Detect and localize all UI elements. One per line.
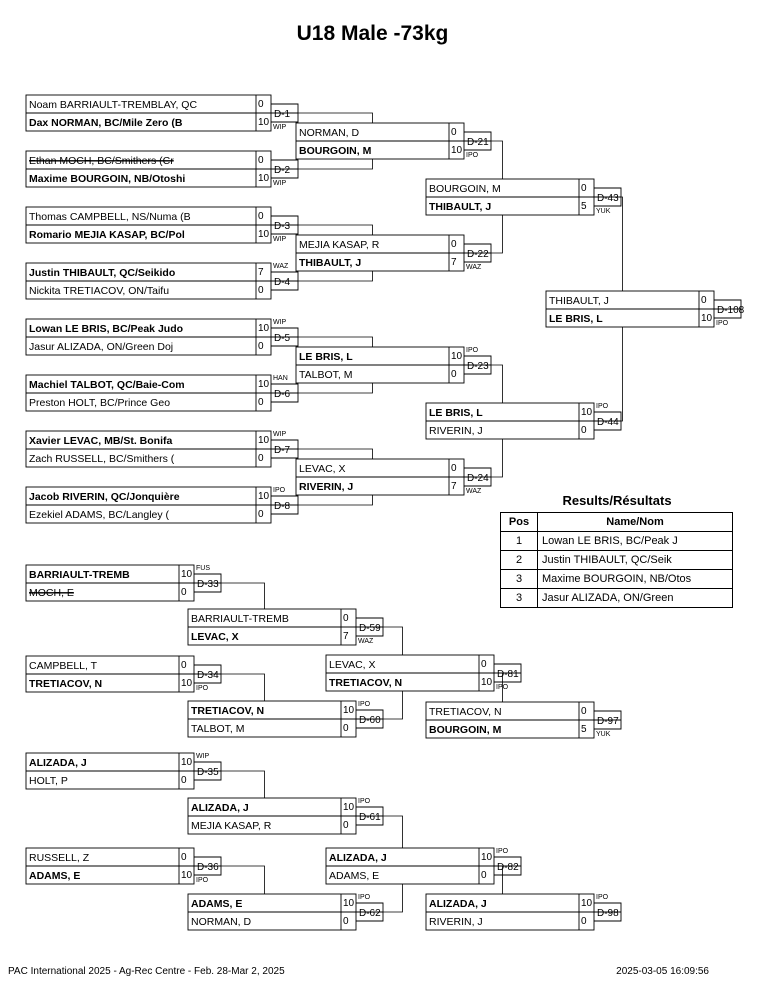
results-header-row: [501, 513, 733, 532]
competitor-name: RUSSELL, Z: [29, 852, 90, 864]
match-d-4: [26, 263, 298, 299]
match-id: D-44: [597, 417, 619, 428]
match-d-82: [326, 848, 521, 884]
competitor-score: 0: [258, 155, 264, 166]
match-d-2: [26, 151, 298, 187]
win-code: IPO: [596, 403, 609, 410]
competitor-score: 7: [258, 267, 264, 278]
competitor-name: TRETIACOV, N: [329, 677, 403, 689]
win-code: YUK: [596, 208, 611, 215]
win-code: WAZ: [466, 488, 482, 495]
connector-line: [383, 691, 403, 719]
competitor-name: ALIZADA, J: [29, 757, 87, 769]
competitor-score: 10: [258, 323, 270, 334]
competitor-name: CAMPBELL, T: [29, 660, 98, 672]
competitor-score: 0: [481, 659, 487, 670]
match-d-44: [426, 403, 621, 439]
match-id: D-35: [197, 767, 219, 778]
competitor-name: MOCH, E: [29, 587, 74, 599]
match-d-33: [26, 565, 221, 601]
match-id: D-7: [274, 445, 291, 456]
win-code: IPO: [196, 685, 209, 692]
competitor-name: Ethan MOCH, BC/Smithers (Cr: [29, 155, 174, 167]
competitor-name: NORMAN, D: [191, 916, 252, 928]
competitor-score: 0: [451, 369, 457, 380]
competitor-score: 10: [258, 435, 270, 446]
match-id: D-36: [197, 862, 219, 873]
competitor-name: RIVERIN, J: [429, 916, 483, 928]
match-d-60: [188, 701, 383, 737]
competitor-score: 0: [581, 916, 587, 927]
win-code: YUK: [596, 731, 611, 738]
win-code: IPO: [358, 798, 371, 805]
competitor-score: 0: [581, 425, 587, 436]
competitor-score: 0: [343, 916, 349, 927]
win-code: WIP: [196, 753, 210, 760]
match-id: D-108: [717, 305, 745, 316]
match-d-8: [26, 487, 298, 523]
competitor-score: 0: [258, 211, 264, 222]
win-code: IPO: [358, 894, 371, 901]
competitor-name: Nickita TRETIACOV, ON/Taifu: [29, 285, 170, 297]
competitor-score: 0: [701, 295, 707, 306]
competitor-name: THIBAULT, J: [429, 201, 492, 213]
match-d-98: [426, 894, 621, 930]
results-header-pos: Pos: [501, 513, 538, 532]
win-code: IPO: [716, 320, 729, 327]
competitor-score: 10: [181, 678, 193, 689]
competitor-score: 10: [258, 117, 270, 128]
result-pos: 2: [501, 551, 538, 570]
competitor-name: Thomas CAMPBELL, NS/Numa (B: [29, 211, 191, 223]
competitor-name: Preston HOLT, BC/Prince Geo: [29, 397, 171, 409]
connector-line: [298, 113, 373, 123]
competitor-score: 5: [581, 201, 587, 212]
match-id: D-5: [274, 333, 291, 344]
match-d-59: [188, 609, 383, 645]
competitor-score: 10: [701, 313, 713, 324]
match-d-21: [296, 123, 491, 159]
competitor-name: Noam BARRIAULT-TREMBLAY, QC: [29, 99, 198, 111]
competitor-name: ALIZADA, J: [329, 852, 387, 864]
win-code: WAZ: [466, 264, 482, 271]
competitor-name: Jacob RIVERIN, QC/Jonquière: [29, 491, 180, 503]
competitor-score: 10: [343, 898, 355, 909]
page-title: U18 Male -73kg: [296, 22, 449, 45]
connector-line: [221, 583, 265, 609]
result-name: Justin THIBAULT, QC/Seik: [538, 551, 733, 570]
match-d-3: [26, 207, 298, 243]
competitor-name: LEVAC, X: [191, 631, 239, 643]
connector-line: [298, 271, 373, 281]
competitor-score: 0: [451, 463, 457, 474]
connector-line: [298, 383, 373, 393]
competitor-name: BOURGOIN, M: [299, 145, 372, 157]
match-id: D-61: [359, 812, 381, 823]
match-id: D-8: [274, 501, 291, 512]
competitor-name: Maxime BOURGOIN, NB/Otoshi: [29, 173, 186, 185]
connector-line: [221, 866, 265, 894]
competitor-score: 10: [451, 145, 463, 156]
result-name: Jasur ALIZADA, ON/Green: [538, 589, 733, 608]
win-code: WIP: [273, 124, 287, 131]
win-code: IPO: [596, 894, 609, 901]
competitor-name: Justin THIBAULT, QC/Seikido: [29, 267, 176, 279]
competitor-name: ADAMS, E: [191, 898, 243, 910]
connector-line: [298, 159, 373, 169]
win-code: IPO: [358, 701, 371, 708]
competitor-name: Zach RUSSELL, BC/Smithers (: [29, 453, 175, 465]
footer-timestamp: 2025-03-05 16:09:56: [616, 966, 709, 977]
table-row: [501, 532, 733, 551]
competitor-score: 10: [343, 705, 355, 716]
match-id: D-62: [359, 908, 381, 919]
competitor-name: Romario MEJIA KASAP, BC/Pol: [29, 229, 185, 241]
connector-line: [298, 337, 373, 347]
match-d-97: [426, 702, 621, 738]
competitor-score: 0: [258, 285, 264, 296]
competitor-name: THIBAULT, J: [549, 295, 609, 307]
table-row: [501, 589, 733, 608]
connector-line: [621, 197, 623, 291]
match-id: D-60: [359, 715, 381, 726]
competitor-name: TRETIACOV, N: [29, 678, 103, 690]
win-code: IPO: [273, 487, 286, 494]
competitor-name: LE BRIS, L: [299, 351, 353, 363]
win-code: HAN: [273, 375, 288, 382]
match-d-1: [26, 95, 298, 131]
competitor-name: HOLT, P: [29, 775, 68, 787]
competitor-name: LE BRIS, L: [429, 407, 483, 419]
competitor-score: 0: [343, 613, 349, 624]
match-d-22: [296, 235, 491, 271]
results-header-name: Name/Nom: [538, 513, 733, 532]
match-d-62: [188, 894, 383, 930]
competitor-name: Dax NORMAN, BC/Mile Zero (B: [29, 117, 183, 129]
win-code: IPO: [466, 347, 479, 354]
results-table: [500, 512, 733, 608]
competitor-score: 10: [451, 351, 463, 362]
competitor-score: 10: [181, 870, 193, 881]
footer-event: PAC International 2025 - Ag-Rec Centre - Feb. 28-Mar 2, 2025: [8, 966, 285, 977]
match-id: D-4: [274, 277, 291, 288]
match-d-34: [26, 656, 221, 692]
match-id: D-6: [274, 389, 291, 400]
competitor-score: 0: [258, 509, 264, 520]
connector-line: [383, 627, 403, 655]
match-d-23: [296, 347, 491, 383]
match-d-36: [26, 848, 221, 884]
connector-line: [298, 449, 373, 459]
competitor-name: BOURGOIN, M: [429, 183, 501, 195]
competitor-score: 0: [451, 239, 457, 250]
connector-line: [491, 439, 503, 477]
result-pos: 3: [501, 570, 538, 589]
competitor-score: 0: [581, 183, 587, 194]
result-name: Maxime BOURGOIN, NB/Otos: [538, 570, 733, 589]
win-code: WIP: [273, 431, 287, 438]
competitor-score: 0: [181, 660, 187, 671]
competitor-score: 0: [481, 870, 487, 881]
competitor-score: 0: [451, 127, 457, 138]
competitor-name: MEJIA KASAP, R: [191, 820, 272, 832]
competitor-score: 10: [581, 898, 593, 909]
connector-line: [221, 771, 265, 798]
competitor-score: 7: [451, 257, 457, 268]
competitor-score: 10: [481, 852, 493, 863]
win-code: IPO: [466, 152, 479, 159]
competitor-name: LEVAC, X: [299, 463, 346, 475]
match-id: D-43: [597, 193, 619, 204]
match-id: D-81: [497, 669, 519, 680]
competitor-score: 10: [258, 379, 270, 390]
competitor-score: 10: [481, 677, 493, 688]
connector-line: [298, 225, 373, 235]
match-d-43: [426, 179, 621, 215]
competitor-score: 0: [581, 706, 587, 717]
match-id: D-21: [467, 137, 489, 148]
match-id: D-98: [597, 908, 619, 919]
competitor-name: LE BRIS, L: [549, 313, 603, 325]
competitor-score: 10: [181, 757, 193, 768]
competitor-score: 0: [181, 775, 187, 786]
results-title: Results/Résultats: [562, 493, 672, 508]
match-d-7: [26, 431, 298, 467]
win-code: IPO: [196, 877, 209, 884]
competitor-name: TALBOT, M: [299, 369, 353, 381]
competitor-name: Machiel TALBOT, QC/Baie-Com: [29, 379, 185, 391]
result-pos: 1: [501, 532, 538, 551]
connector-line: [383, 816, 403, 848]
competitor-name: ALIZADA, J: [191, 802, 249, 814]
competitor-name: BOURGOIN, M: [429, 724, 502, 736]
competitor-name: RIVERIN, J: [429, 425, 483, 437]
match-id: D-33: [197, 579, 219, 590]
competitor-score: 0: [343, 723, 349, 734]
match-id: D-2: [274, 165, 291, 176]
competitor-name: LEVAC, X: [329, 659, 376, 671]
result-name: Lowan LE BRIS, BC/Peak J: [538, 532, 733, 551]
win-code: WIP: [273, 180, 287, 187]
competitor-name: Ezekiel ADAMS, BC/Langley (: [29, 509, 170, 521]
competitor-score: 0: [258, 99, 264, 110]
table-row: [501, 570, 733, 589]
match-id: D-1: [274, 109, 291, 120]
competitor-score: 0: [258, 453, 264, 464]
match-id: D-34: [197, 670, 219, 681]
competitor-name: TALBOT, M: [191, 723, 245, 735]
competitor-name: BARRIAULT-TREMB: [29, 569, 130, 581]
competitor-score: 10: [343, 802, 355, 813]
competitor-name: ALIZADA, J: [429, 898, 487, 910]
match-id: D-23: [467, 361, 489, 372]
match-d-5: [26, 319, 298, 355]
competitor-name: NORMAN, D: [299, 127, 360, 139]
match-id: D-97: [597, 716, 619, 727]
competitor-name: Xavier LEVAC, MB/St. Bonifa: [29, 435, 173, 447]
competitor-score: 0: [343, 820, 349, 831]
competitor-name: Jasur ALIZADA, ON/Green Doj: [29, 341, 174, 353]
win-code: IPO: [496, 684, 509, 691]
match-d-35: [26, 753, 221, 789]
competitor-name: BARRIAULT-TREMB: [191, 613, 289, 625]
result-pos: 3: [501, 589, 538, 608]
competitor-score: 7: [451, 481, 457, 492]
competitor-name: MEJIA KASAP, R: [299, 239, 380, 251]
competitor-name: ADAMS, E: [329, 870, 380, 882]
competitor-score: 7: [343, 631, 349, 642]
match-d-6: [26, 375, 298, 411]
competitor-score: 10: [258, 491, 270, 502]
match-d-24: [296, 459, 491, 495]
win-code: WIP: [273, 319, 287, 326]
connector-line: [383, 884, 403, 912]
competitor-name: Lowan LE BRIS, BC/Peak Judo: [29, 323, 184, 335]
competitor-score: 10: [181, 569, 193, 580]
match-id: D-82: [497, 862, 519, 873]
table-row: [501, 551, 733, 570]
win-code: WAZ: [358, 638, 374, 645]
competitor-score: 5: [581, 724, 587, 735]
win-code: IPO: [496, 848, 509, 855]
competitor-score: 10: [258, 229, 270, 240]
competitor-name: RIVERIN, J: [299, 481, 354, 493]
match-id: D-59: [359, 623, 381, 634]
connector-line: [491, 365, 503, 403]
competitor-name: THIBAULT, J: [299, 257, 362, 269]
competitor-score: 0: [181, 587, 187, 598]
win-code: WIP: [273, 236, 287, 243]
match-id: D-22: [467, 249, 489, 260]
connector-line: [621, 327, 623, 421]
competitor-score: 10: [581, 407, 593, 418]
match-id: D-24: [467, 473, 489, 484]
competitor-score: 0: [258, 341, 264, 352]
win-code: WAZ: [273, 263, 289, 270]
competitor-score: 10: [258, 173, 270, 184]
competitor-name: TRETIACOV, N: [429, 706, 502, 718]
competitor-name: ADAMS, E: [29, 870, 81, 882]
match-id: D-3: [274, 221, 291, 232]
competitor-name: TRETIACOV, N: [191, 705, 265, 717]
competitor-score: 0: [181, 852, 187, 863]
win-code: FUS: [196, 565, 210, 572]
match-d-81: [326, 655, 521, 691]
competitor-score: 0: [258, 397, 264, 408]
match-d-108: [546, 291, 745, 327]
match-d-61: [188, 798, 383, 834]
connector-line: [491, 141, 503, 179]
connector-line: [298, 495, 373, 505]
connector-line: [221, 674, 265, 701]
connector-line: [491, 215, 503, 253]
